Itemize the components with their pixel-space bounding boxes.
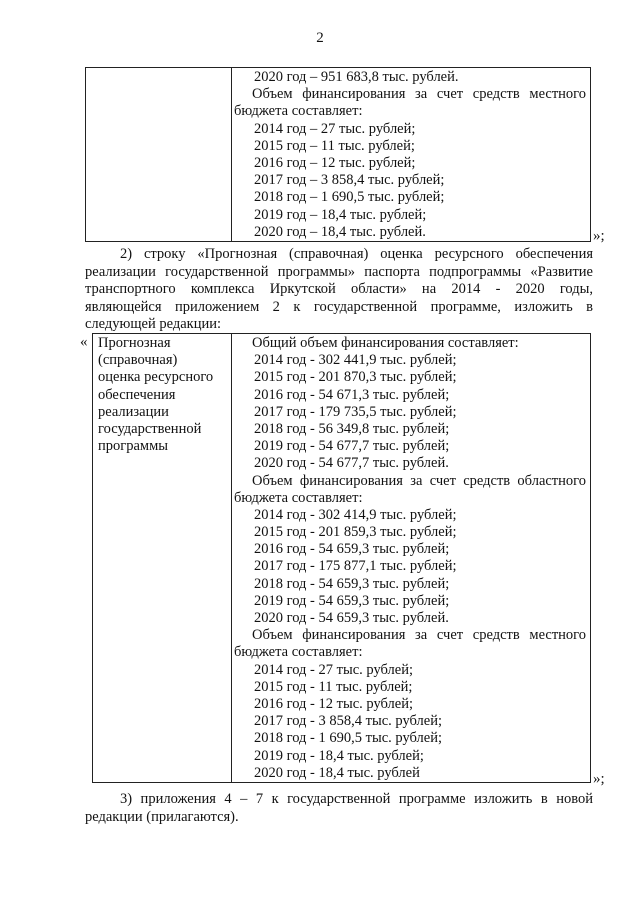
table1-line: Объем финансирования за счет средств местного — [252, 86, 586, 103]
table1-right-cell — [232, 68, 591, 242]
paragraph-3 — [85, 791, 593, 826]
table2-line: 2019 год - 54 659,3 тыс. рублей; — [254, 592, 450, 609]
table2-line: Объем финансирования за счет средств местного — [252, 627, 586, 644]
table2-label-line: оценка ресурсного — [98, 369, 214, 386]
paragraph-line: являющейся приложением 2 к государственной программе, изложить в — [85, 298, 593, 315]
table1-line: 2016 год – 12 тыс. рублей; — [254, 154, 416, 171]
table2-line: 2017 год - 3 858,4 тыс. рублей; — [254, 713, 442, 730]
table2-line: бюджета составляет: — [234, 489, 363, 506]
paragraph-line: транспортного комплекса Иркутской области» на 2014 - 2020 годы, — [85, 281, 593, 297]
paragraph-line: реализации государственной программы» паспорта подпрограммы «Развитие — [85, 263, 593, 280]
paragraph-line: 2) строку «Прогнозная (справочная) оценка ресурсного обеспечения — [120, 246, 593, 262]
table1-left-cell — [86, 68, 232, 242]
table2-line: 2016 год - 54 659,3 тыс. рублей; — [254, 541, 450, 558]
table2-line: 2016 год - 12 тыс. рублей; — [254, 695, 413, 712]
paragraph-line: 3) приложения 4 – 7 к государственной программе изложить в новой — [120, 791, 593, 807]
table1-line: 2018 год – 1 690,5 тыс. рублей; — [254, 189, 445, 206]
table1-line: 2020 год – 951 683,8 тыс. рублей. — [254, 69, 459, 85]
table2-line: 2014 год - 302 414,9 тыс. рублей; — [254, 506, 457, 523]
table2-values-cell — [232, 334, 591, 783]
page-number: 2 — [316, 30, 324, 46]
paragraph-line: редакции (прилагаются). — [85, 808, 239, 825]
table2-open-quote: « — [80, 334, 88, 350]
table2-line: бюджета составляет: — [234, 644, 363, 661]
table2-line: 2015 год - 201 870,3 тыс. рублей; — [254, 369, 457, 386]
table2-line: 2015 год - 11 тыс. рублей; — [254, 678, 413, 695]
table2-label-line: Прогнозная — [98, 335, 171, 351]
table2-line: 2018 год - 54 659,3 тыс. рублей; — [254, 575, 450, 592]
table2-line: 2019 год - 54 677,7 тыс. рублей; — [254, 438, 450, 455]
table1-line: 2017 год – 3 858,4 тыс. рублей; — [254, 172, 445, 189]
table2-line: 2016 год - 54 671,3 тыс. рублей; — [254, 386, 450, 403]
table2-close-quote: »; — [593, 771, 605, 787]
table2-label-line: программы — [98, 438, 168, 455]
table1-line: 2014 год – 27 тыс. рублей; — [254, 120, 416, 137]
table2-line: 2015 год - 201 859,3 тыс. рублей; — [254, 524, 457, 541]
table2-line: 2020 год - 54 659,3 тыс. рублей. — [254, 610, 449, 626]
table2-line: 2017 год - 179 735,5 тыс. рублей; — [254, 403, 457, 420]
table2-line: 2018 год - 56 349,8 тыс. рублей; — [254, 420, 450, 437]
table2-line: 2014 год - 27 тыс. рублей; — [254, 661, 413, 678]
table2-label-line: (справочная) — [98, 352, 178, 369]
table2-label-line: государственной — [98, 420, 202, 437]
table2-label-line: реализации — [98, 403, 169, 420]
table2-line: 2017 год - 175 877,1 тыс. рублей; — [254, 558, 457, 575]
table2-line: 2014 год - 302 441,9 тыс. рублей; — [254, 352, 457, 369]
table2-label-line: обеспечения — [98, 386, 176, 403]
table2-line: Общий объем финансирования составляет: — [252, 335, 519, 351]
table1-line: 2020 год – 18,4 тыс. рублей. — [254, 223, 426, 240]
paragraph-line: следующей редакции: — [85, 316, 222, 332]
table2-line: 2018 год - 1 690,5 тыс. рублей; — [254, 730, 442, 747]
table1-close-quote: »; — [593, 228, 605, 244]
table2-line: Объем финансирования за счет средств областного — [252, 472, 586, 489]
table1-line: 2019 год – 18,4 тыс. рублей; — [254, 206, 427, 223]
paragraph-2 — [85, 246, 593, 334]
table2-line: 2020 год - 54 677,7 тыс. рублей. — [254, 455, 449, 472]
table1-line: 2015 год – 11 тыс. рублей; — [254, 137, 415, 154]
table2-line: 2020 год - 18,4 тыс. рублей — [254, 764, 420, 781]
table1-line: бюджета составляет: — [234, 103, 363, 120]
budget-table-continued — [85, 67, 591, 242]
table2-line: 2019 год - 18,4 тыс. рублей; — [254, 747, 424, 764]
table2-label-cell — [93, 334, 232, 783]
resource-estimate-table — [92, 333, 591, 783]
